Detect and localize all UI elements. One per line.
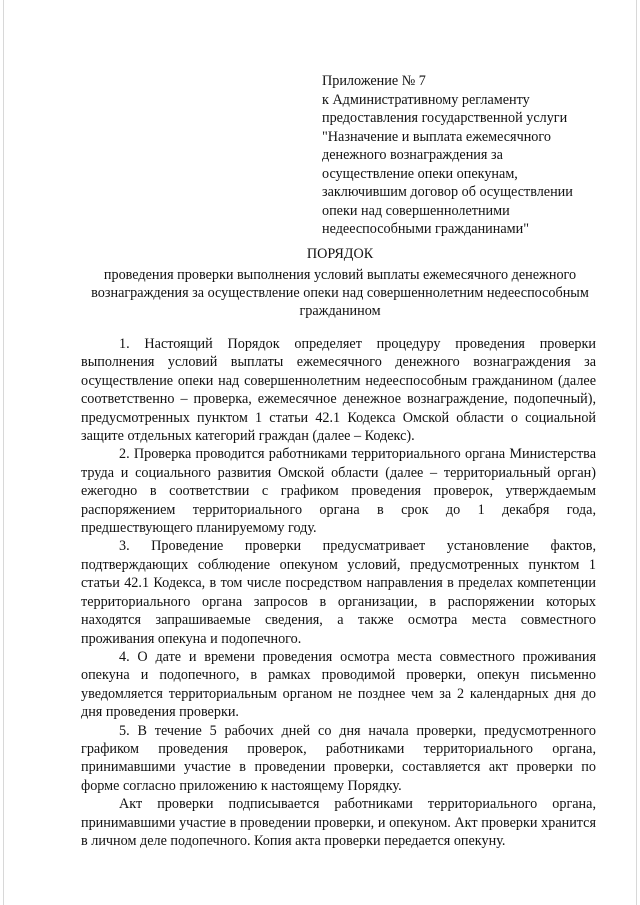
appendix-line: денежного вознаграждения за <box>322 147 503 163</box>
document-subtitle: проведения проверки выполнения условий выплаты ежемесячного денежного вознаграждения за осуществление опеки над совершеннолетним недееспособным гражданином <box>91 267 589 319</box>
scan-edge-right <box>636 0 637 905</box>
document-body <box>81 335 596 850</box>
paragraph-4: 4. О дате и времени проведения осмотра места совместного проживания опекуна и подопечного, в рамках проводимой проверки, опекун письменно уведомляется территориальным органом не позднее чем за 2 календарных дня до дня проведения проверки. <box>81 648 596 721</box>
appendix-line: Приложение № 7 <box>322 73 426 89</box>
paragraph-2: 2. Проверка проводится работниками территориального органа Министерства труда и социального развития Омской области (далее – территориальный орган) ежегодно в соответствии с графиком проведения проверок, утверждаемым распоряжением территориального органа в срок до 1 декабря года, предшествующего планируемому году. <box>81 446 596 537</box>
scan-edge-left <box>3 0 4 905</box>
appendix-block <box>322 72 602 239</box>
paragraph-6: Акт проверки подписывается работниками территориального органа, принимавшими участие в проведении проверки, и опекуном. Акт проверки хранится в личном деле подопечного. Копия акта проверки передается опекуну. <box>81 796 596 849</box>
appendix-line: опеки над совершеннолетними <box>322 202 510 219</box>
paragraph-1: 1. Настоящий Порядок определяет процедуру проведения проверки выполнения условий выплаты ежемесячного денежного вознаграждения за осуществление опеки над совершеннолетним недееспособным гражданином (далее соответственно – проверка, ежемесячное денежное вознаграждение, подопечный), предусмотренных пунктом 1 статьи 42.1 Кодекса Омской области о социальной защите отдельных категорий граждан (далее – Кодекс). <box>81 336 596 445</box>
appendix-line: предоставления государственной услуги <box>322 110 568 126</box>
appendix-line: недееспособными гражданинами" <box>322 221 530 237</box>
paragraph-3: 3. Проведение проверки предусматривает установление фактов, подтверждающих соблюдение опекуном условий, предусмотренных пунктом 1 статьи 42.1 Кодекса, в том числе посредством направления в пределах компетенции территориального органа запросов в организации, в распоряжении которых находятся запрашиваемые сведения, а также осмотра места совместного проживания опекуна и подопечного. <box>81 538 596 647</box>
paragraph-5: 5. В течение 5 рабочих дней со дня начала проверки, предусмотренного графиком проведения проверок, работниками территориального органа, принимавшими участие в проведении проверки, составляется акт проверки по форме согласно приложению к настоящему Порядку. <box>81 722 596 794</box>
appendix-line: заключившим договор об осуществлении <box>322 184 573 200</box>
appendix-line: "Назначение и выплата ежемесячного <box>322 128 551 145</box>
appendix-line: осуществление опеки опекунам, <box>322 165 518 182</box>
document-title: ПОРЯДОК <box>306 246 374 262</box>
appendix-line: к Административному регламенту <box>322 91 530 108</box>
